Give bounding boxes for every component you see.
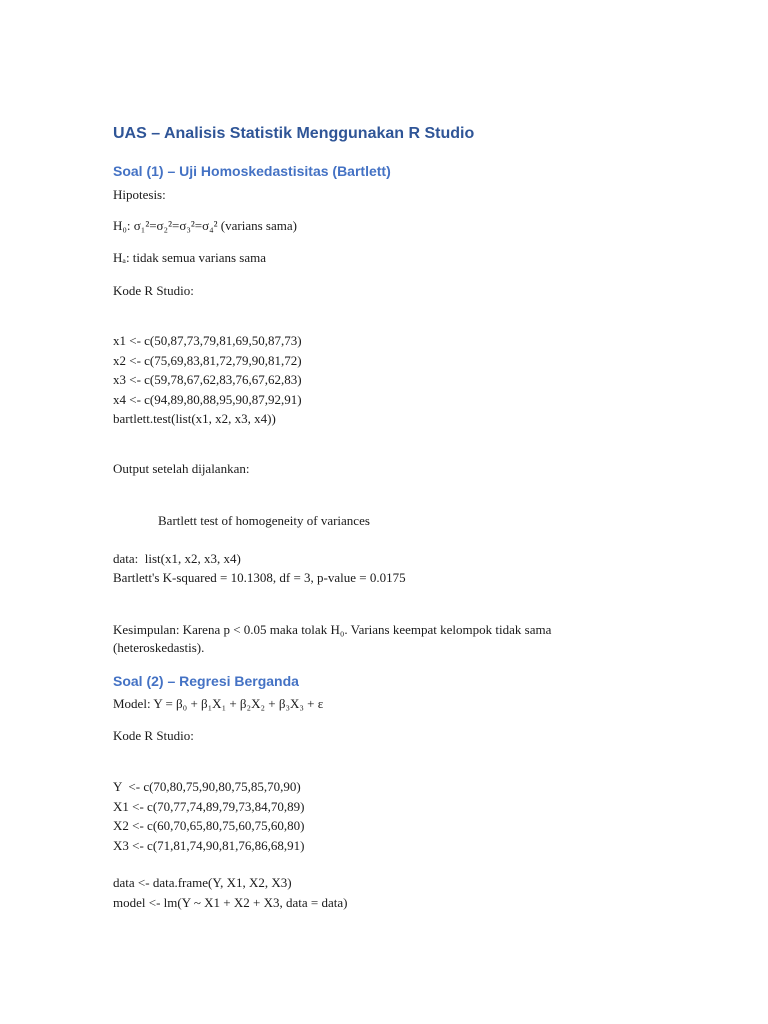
model-formula: Model: Y = β₀ + β₁X₁ + β₂X₂ + β₃X₃ + ε (113, 696, 324, 711)
output-title: Bartlett test of homogeneity of variances (158, 513, 370, 528)
output-label: Output setelah dijalankan: (113, 461, 250, 476)
code-line: X3 <- c(71,81,74,90,81,76,86,68,91) (113, 837, 305, 853)
code-block-3 (113, 874, 347, 913)
code-line: x3 <- c(59,78,67,62,83,76,67,62,83) (113, 372, 302, 387)
code-line: x2 <- c(75,69,83,81,72,79,90,81,72) (113, 352, 302, 368)
hipotesis-ha: Hₐ: tidak semua varians sama (113, 250, 267, 265)
document-title: UAS – Analisis Statistik Menggunakan R Studio (113, 125, 475, 142)
code-line: data <- data.frame(Y, X1, X2, X3) (113, 875, 292, 890)
code-line: bartlett.test(list(x1, x2, x3, x4)) (113, 411, 276, 426)
code-line: X1 <- c(70,77,74,89,79,73,84,70,89) (113, 798, 305, 814)
output-block (113, 550, 406, 588)
code-line: X2 <- c(60,70,65,80,75,60,75,60,80) (113, 818, 305, 833)
code-line: x1 <- c(50,87,73,79,81,69,50,87,73) (113, 333, 302, 348)
output-line: Bartlett's K-squared = 10.1308, df = 3, p-value = 0.0175 (113, 570, 406, 585)
hipotesis-h0: H₀: σ₁²=σ₂²=σ₃²=σ₄² (varians sama) (113, 218, 297, 233)
code-block-1 (113, 332, 302, 430)
kode-label-1: Kode R Studio: (113, 283, 194, 298)
kesimpulan-text: Kesimpulan: Karena p < 0.05 maka tolak H₀. Varians keempat kelompok tidak sama (heteroskedastis). (113, 622, 552, 655)
code-line: model <- lm(Y ~ X1 + X2 + X3, data = data) (113, 894, 348, 910)
soal-2-heading: Soal (2) – Regresi Berganda (113, 673, 299, 689)
kode-label-2: Kode R Studio: (113, 728, 194, 743)
code-line: Y <- c(70,80,75,90,80,75,85,70,90) (113, 779, 301, 794)
code-line: x4 <- c(94,89,80,88,95,90,87,92,91) (113, 391, 302, 407)
hipotesis-label: Hipotesis: (113, 187, 166, 202)
soal-1-heading: Soal (1) – Uji Homoskedastisitas (Bartlett) (113, 163, 391, 179)
code-block-2 (113, 778, 304, 856)
output-line: data: list(x1, x2, x3, x4) (113, 551, 241, 566)
